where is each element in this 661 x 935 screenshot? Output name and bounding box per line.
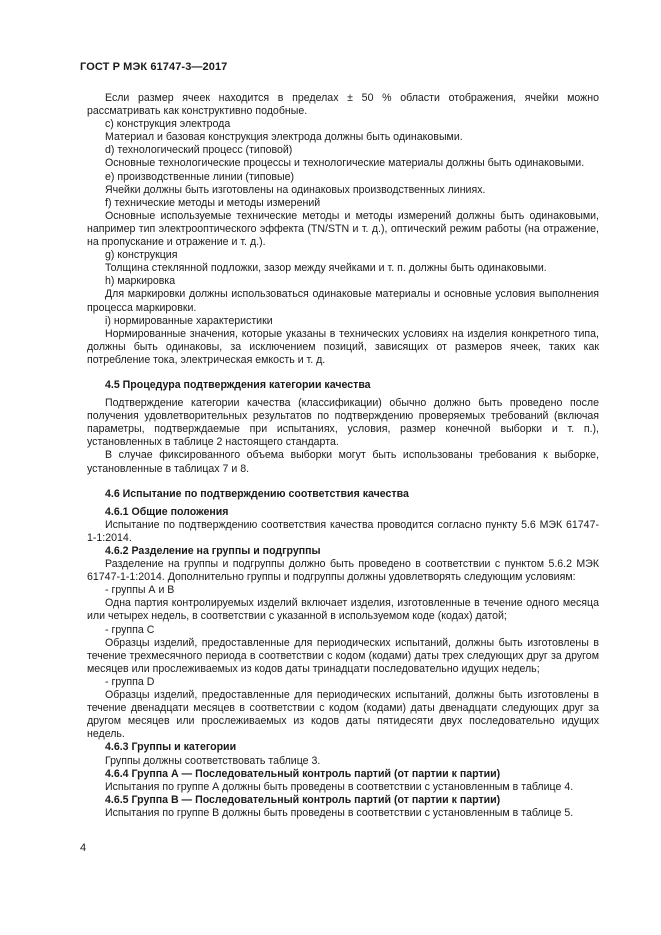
list-item-heading: - группа D [105, 675, 155, 688]
paragraph: Образцы изделий, предоставленные для периодических испытаний, должны быть изготовлены в течение двенадцати месяцев в соответствии с кодом (кодами) даты двенадцати следующих друг за другом месяцев или прослеживаемых из кодов даты пятидесяти двух последовательно идущих недель. [87, 689, 599, 741]
section-heading: 4.5 Процедура подтверждения категории качества [105, 378, 371, 391]
subsection-heading: 4.6.4 Группа А — Последовательный контроль партий (от партии к партии) [105, 767, 501, 780]
paragraph: Ячейки должны быть изготовлены на одинаковых производственных линиях. [105, 183, 486, 196]
paragraph: Толщина стеклянной подложки, зазор между ячейками и т. п. должны быть одинаковыми. [105, 262, 547, 275]
paragraph: Испытания по группе А должны быть проведены в соответствии с установленным в таблице 4. [105, 780, 574, 793]
paragraph: Одна партия контролируемых изделий включает изделия, изготовленные в течение одного месяца или четырех недель, в соответствии с указанной в используемом коде (кодах) датой; [87, 597, 599, 623]
subsection-heading: 4.6.3 Группы и категории [105, 741, 237, 754]
paragraph: Испытания по группе В должны быть проведены в соответствии с установленным в таблице 5. [105, 806, 574, 819]
section-heading: 4.6 Испытание по подтверждению соответствия качества [105, 487, 409, 500]
list-item-heading: - группа С [105, 623, 155, 636]
document-header: ГОСТ Р МЭК 61747-3—2017 [80, 61, 228, 73]
paragraph: Основные используемые технические методы и методы измерений должны быть одинаковыми, например тип электрооптического эффекта (TN/STN и т. д.), оптический режим работы (на отражение, на пропускание и отражение и т. д.). [87, 209, 599, 249]
paragraph: Испытание по подтверждению соответствия качества проводится согласно пункту 5.6 МЭК 61747-1-1:2014. [87, 518, 599, 544]
paragraph: Если размер ячеек находится в пределах ± 50 % области отображения, ячейки можно рассматривать как конструктивно подобные. [87, 92, 599, 118]
list-item-heading: i) нормированные характеристики [105, 314, 273, 327]
list-item-heading: - группы А и В [105, 584, 175, 597]
subsection-heading: 4.6.2 Разделение на группы и подгруппы [105, 545, 321, 557]
subsection-heading: 4.6.1 Общие положения [105, 505, 229, 518]
paragraph: Для маркировки должны использоваться одинаковые материалы и основные условия выполнения процесса маркировки. [87, 288, 599, 314]
paragraph: В случае фиксированного объема выборки могут быть использованы требования к выборке, установленные в таблицах 7 и 8. [87, 449, 599, 475]
paragraph: Образцы изделий, предоставленные для периодических испытаний, должны быть изготовлены в течение трехмесячного периода в соответствии с кодом (кодами) даты трех следующих друг за другом месяцев или прослеживаемых из кодов даты тринадцати последовательно идущих недель; [87, 636, 599, 675]
paragraph: Группы должны соответствовать таблице 3. [105, 754, 321, 767]
page-content [87, 92, 599, 820]
list-item-heading: d) технологический процесс (типовой) [105, 144, 293, 157]
page-number: 4 [80, 842, 87, 854]
list-item-heading: h) маркировка [105, 275, 176, 288]
list-item-heading: g) конструкция [105, 249, 178, 262]
paragraph: Основные технологические процессы и технологические материалы должны быть одинаковыми. [105, 157, 585, 170]
list-item-heading: c) конструкция электрода [105, 118, 231, 131]
paragraph: Подтверждение категории качества (классификации) обычно должно быть проведено после получения удовлетворительных результатов по подтверждению проверяемых требований (включая параметры, подтверждаемые при испытаниях, условия, размер конечной выборки и т. п.), установленных в таблице 2 настоящего стандарта. [87, 397, 599, 449]
paragraph: Нормированные значения, которые указаны в технических условиях на изделия конкретного типа, должны быть одинаковы, за исключением позиций, зависящих от размеров ячеек, таких как потребление тока, электрическая емкость и т. д. [87, 327, 599, 366]
paragraph: Разделение на группы и подгруппы должно быть проведено в соответствии с пунктом 5.6.2 МЭК 61747-1-1:2014. Дополнительно группы и подгруппы должны удовлетворять следующим условиям: [87, 558, 599, 584]
paragraph: Материал и базовая конструкция электрода должны быть одинаковыми. [105, 131, 463, 144]
subsection-heading: 4.6.5 Группа В — Последовательный контроль партий (от партии к партии) [105, 793, 501, 806]
list-item-heading: e) производственные линии (типовые) [105, 170, 295, 183]
list-item-heading: f) технические методы и методы измерений [105, 196, 321, 209]
